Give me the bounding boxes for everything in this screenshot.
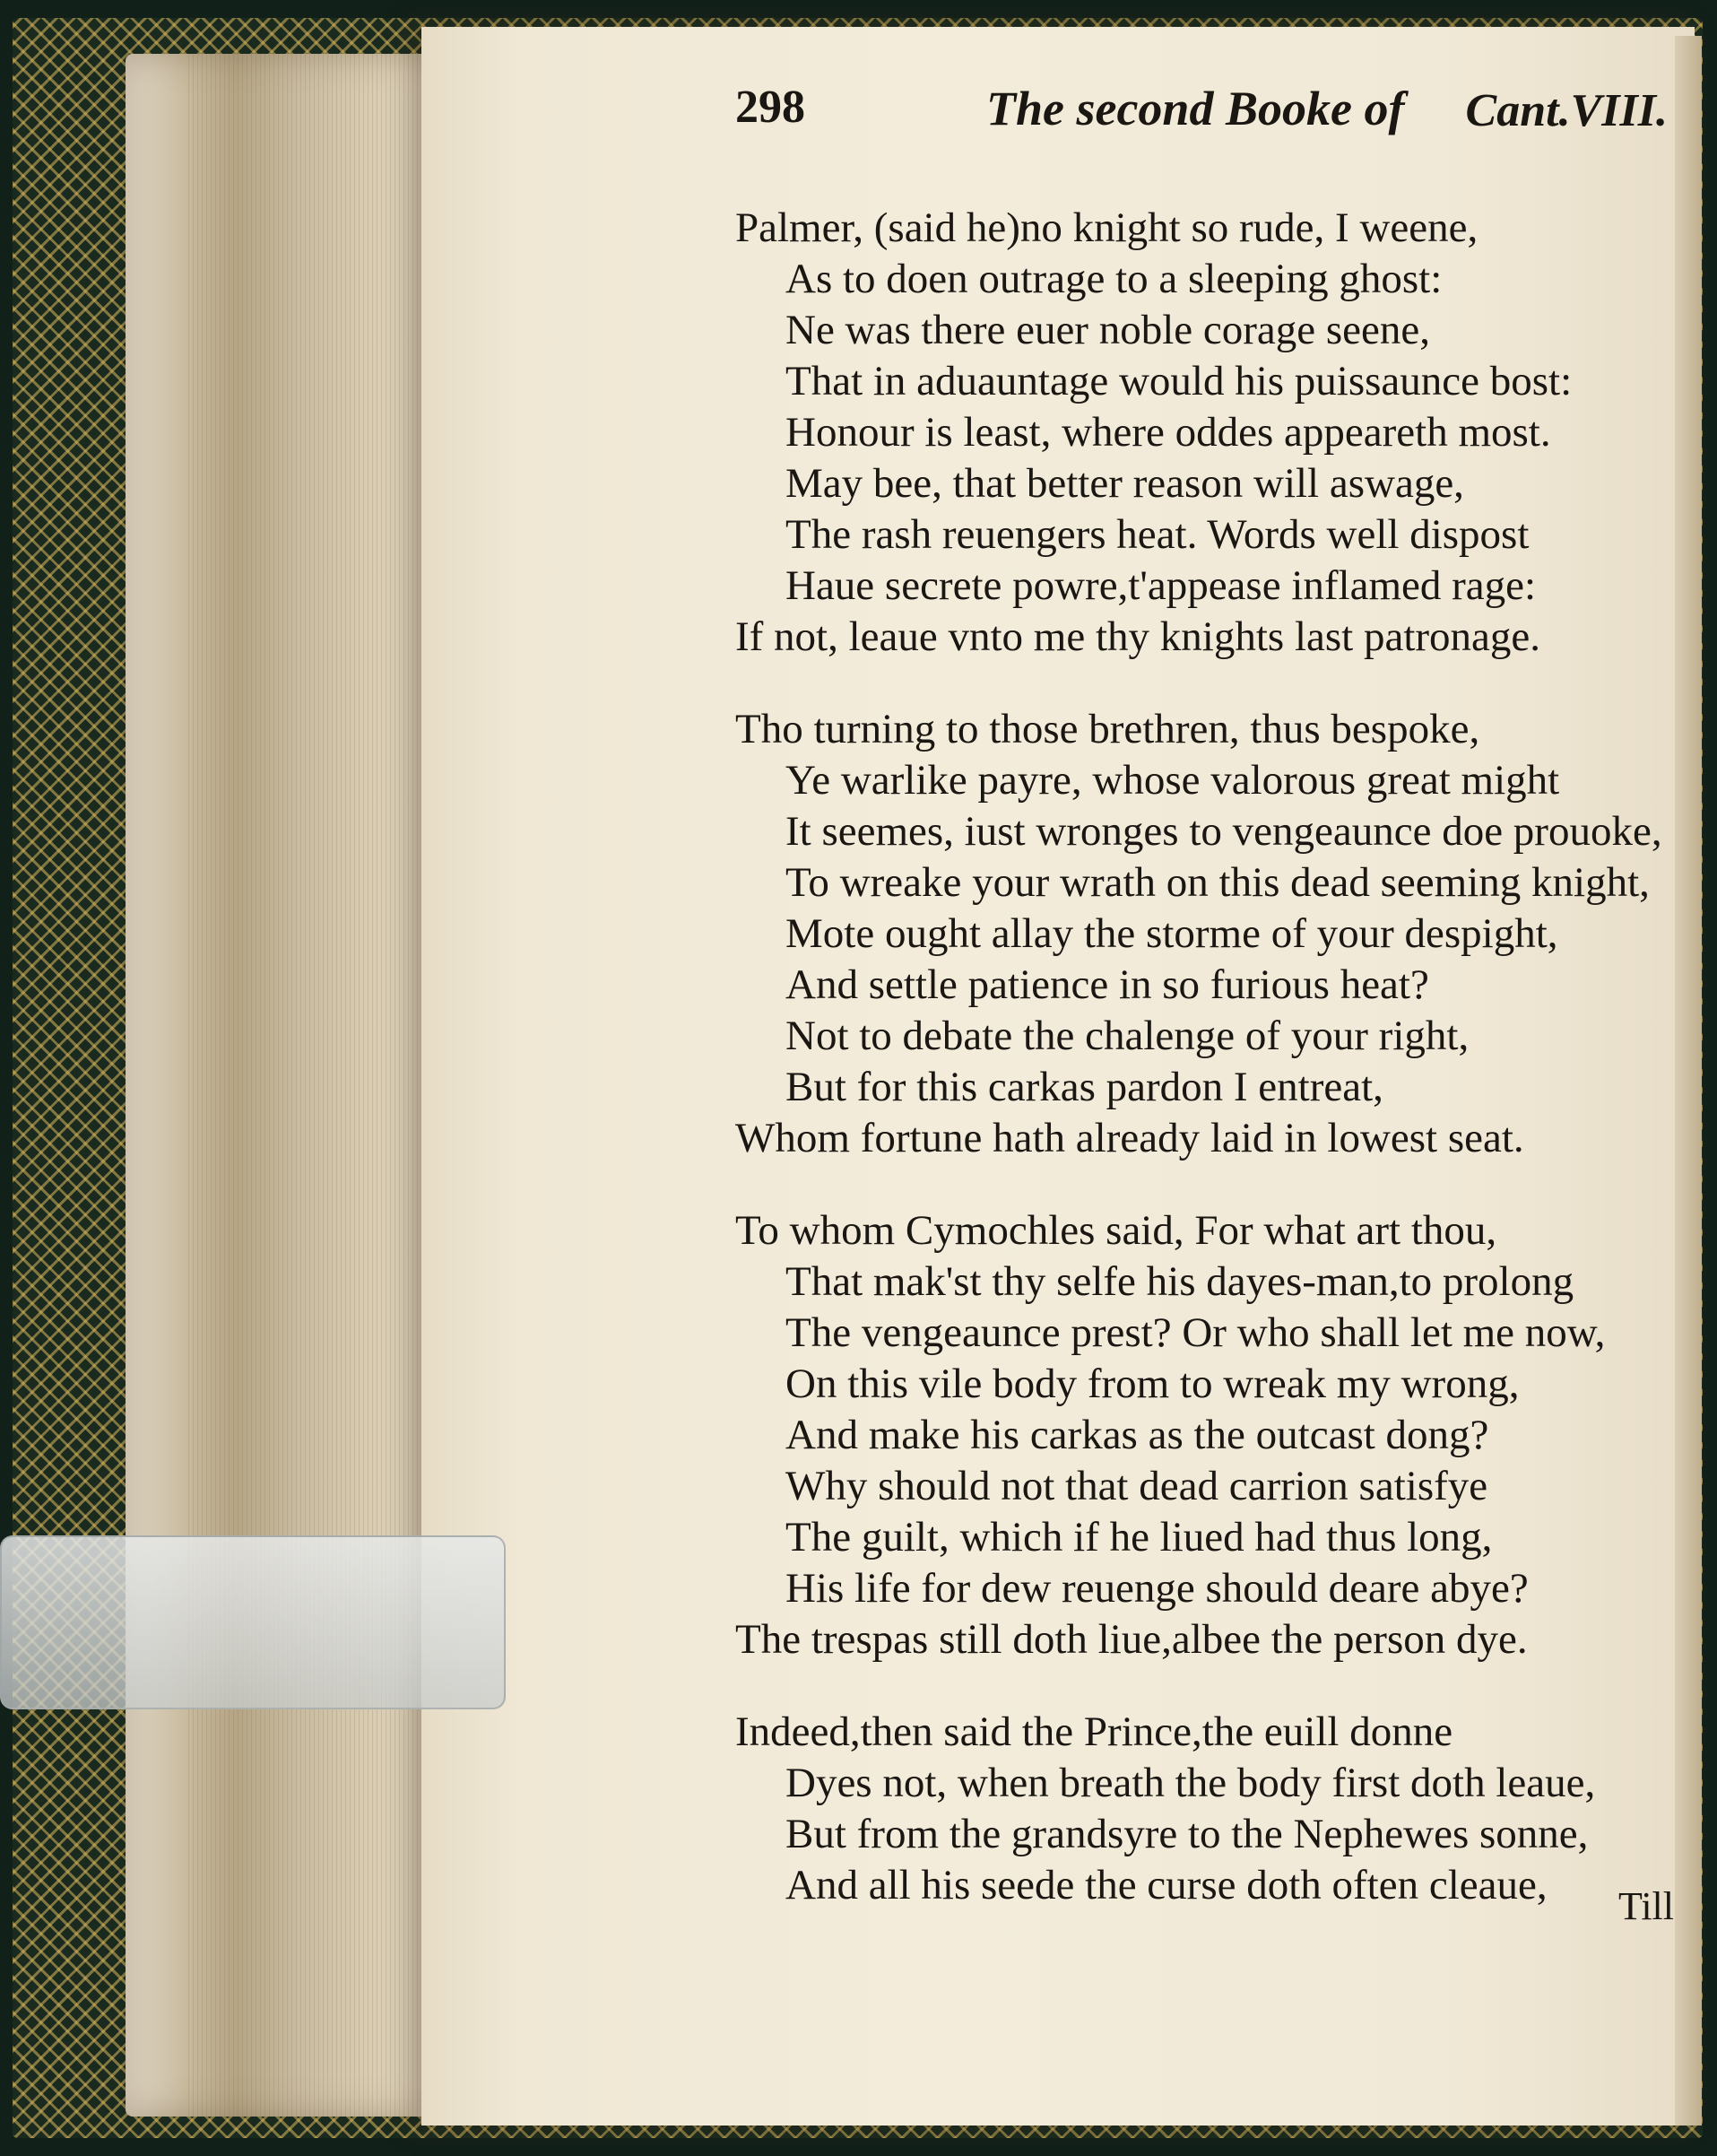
verse-line: The trespas still doth liue,albee the person dye. <box>735 1616 1528 1663</box>
page-number: 298 <box>735 82 805 133</box>
verse-line: Indeed,then said the Prince,the euill donne <box>735 1708 1453 1755</box>
running-head: The second Booke of <box>986 82 1405 135</box>
verse-line: To whom Cymochles said, For what art thou, <box>735 1207 1497 1254</box>
verse-line: That mak'st thy selfe his dayes-man,to prolong <box>785 1258 1574 1305</box>
verse-line: But for this carkas pardon I entreat, <box>785 1064 1383 1110</box>
page-right-edge <box>1675 36 1702 2126</box>
verse-line: Dyes not, when breath the body first doth leaue, <box>785 1760 1596 1806</box>
stanza <box>735 1205 1668 1665</box>
verse-line: Ne was there euer noble corage seene, <box>785 307 1430 353</box>
page-header <box>735 81 1668 161</box>
verse-line: Honour is least, where oddes appeareth most. <box>785 409 1551 456</box>
verse-line: If not, leaue vnto me thy knights last patronage. <box>735 613 1541 660</box>
verse-line: His life for dew reuenge should deare abye? <box>785 1565 1529 1612</box>
page-clip <box>0 1535 506 1709</box>
verse-line: Mote ought allay the storme of your despight, <box>785 910 1558 957</box>
verse-line: But from the grandsyre to the Nephewes sonne, <box>785 1811 1589 1857</box>
verse-line: The vengeaunce prest? Or who shall let me now, <box>785 1309 1606 1356</box>
verse-line: Why should not that dead carrion satisfye <box>785 1463 1488 1509</box>
stanza <box>735 1707 1668 1911</box>
verse-line: The guilt, which if he liued had thus long, <box>785 1514 1493 1560</box>
verse-line: Ye warlike payre, whose valorous great might <box>785 757 1560 804</box>
verse-line: Haue secrete powre,t'appease inflamed rage: <box>785 562 1537 609</box>
verse-line: Tho turning to those brethren, thus bespoke, <box>735 706 1480 752</box>
stanza <box>735 704 1668 1164</box>
verse-line: On this vile body from to wreak my wrong, <box>785 1361 1520 1407</box>
verse-line: That in aduauntage would his puissaunce bost: <box>785 358 1573 404</box>
verse-line: And make his carkas as the outcast dong? <box>785 1412 1489 1458</box>
verse-line: May bee, that better reason will aswage, <box>785 460 1464 507</box>
page-edges-texture <box>188 54 439 2117</box>
canto-label: Cant.VIII. <box>1465 85 1668 136</box>
verse-line: And all his seede the curse doth often cleaue, <box>785 1862 1548 1908</box>
page-text <box>735 81 1668 1911</box>
catchword: Till <box>1618 1884 1675 1928</box>
verse-line: Not to debate the chalenge of your right, <box>785 1013 1470 1059</box>
verse-line: Palmer, (said he)no knight so rude, I weene, <box>735 204 1479 251</box>
verse-line: It seemes, iust wronges to vengeaunce doe prouoke, <box>785 808 1662 855</box>
stanza <box>735 203 1668 663</box>
verse-line: As to doen outrage to a sleeping ghost: <box>785 256 1443 302</box>
verse-line: The rash reuengers heat. Words well dispost <box>785 511 1530 558</box>
verse-line: Whom fortune hath already laid in lowest seat. <box>735 1115 1524 1161</box>
verse-line: And settle patience in so furious heat? <box>785 961 1429 1008</box>
verse-line: To wreake your wrath on this dead seeming knight, <box>785 859 1650 906</box>
